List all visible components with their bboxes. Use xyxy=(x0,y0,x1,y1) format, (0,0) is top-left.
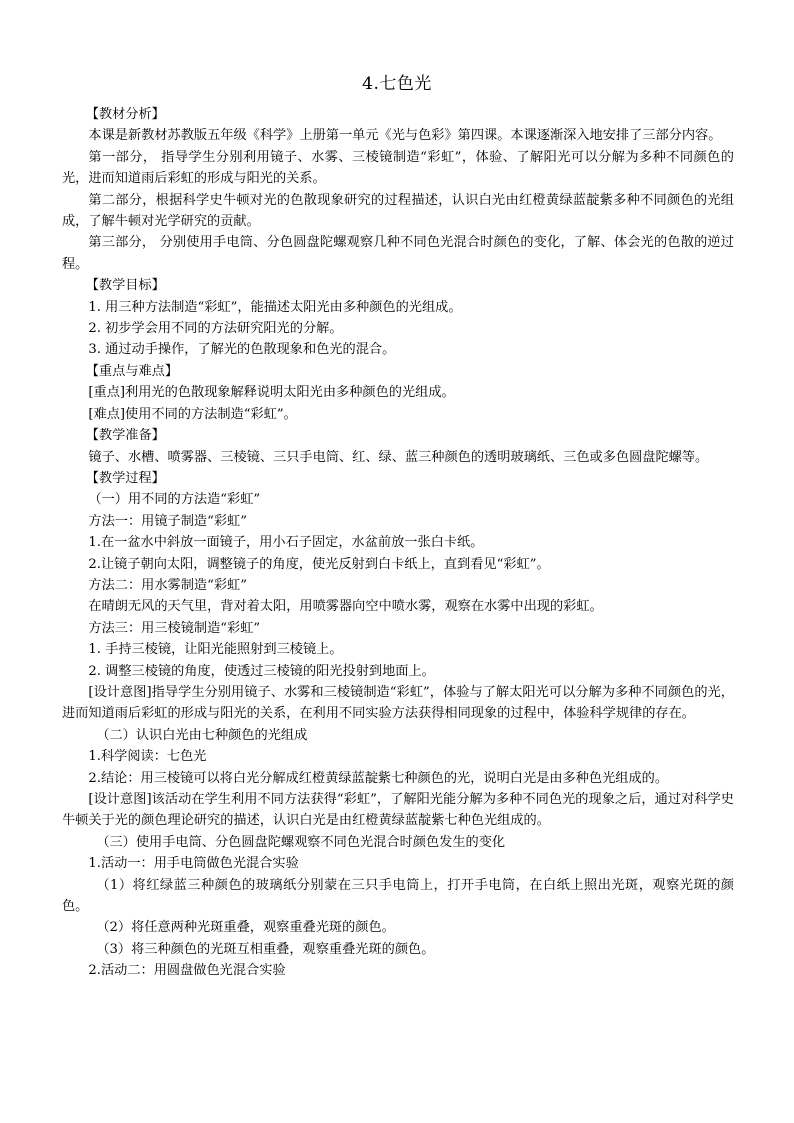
document-body xyxy=(62,104,734,982)
method1-step1: 1.在一盆水中斜放一面镜子，用小石子固定，水盆前放一张白卡纸。 xyxy=(88,535,484,551)
part1-paragraph: 第一部分， 指导学生分别利用镜子、水雾、三棱镜制造“彩虹”，体验、了解阳光可以分解为多种不同颜色的光，进而知道雨后彩虹的形成与阳光的关系。 xyxy=(62,149,734,187)
key-heading: 【重点与难点】 xyxy=(85,363,179,379)
analysis-intro: 本课是新教材苏教版五年级《科学》上册第一单元《光与色彩》第四课。本课逐渐深入地安排了三部分内容。 xyxy=(88,128,722,144)
goal-item-2: 2. 初步学会用不同的方法研究阳光的分解。 xyxy=(88,321,343,337)
design-intent-2: [设计意图]该活动在学生利用不同方法获得“彩虹”，了解阳光能分解为多种不同色光的现象之后，通过对科学史牛顿关于光的颜色理论研究的描述，认识白光是由红橙黄绿蓝靛紫七种色光组成的。 xyxy=(62,792,734,829)
goal-item-3: 3. 通过动手操作，了解光的色散现象和色光的混合。 xyxy=(88,342,396,358)
part3-paragraph: 第三部分， 分别使用手电筒、分色圆盘陀螺观察几种不同色光混合时颜色的变化，了解、体会光的色散的逆过程。 xyxy=(62,235,734,272)
activity2-heading: 2.活动二：用圆盘做色光混合实验 xyxy=(88,963,286,979)
prep-text: 镜子、水槽、喷雾器、三棱镜、三只手电筒、红、绿、蓝三种颜色的透明玻璃纸、三色或多色圆盘陀螺等。 xyxy=(88,449,709,465)
difficulty-point: [难点]使用不同的方法制造“彩虹”。 xyxy=(88,406,297,422)
activity1-step2: （2）将任意两种光斑重叠，观察重叠光斑的颜色。 xyxy=(96,920,395,936)
step1-heading: （一）用不同的方法造“彩虹” xyxy=(88,492,261,508)
method3-heading: 方法三：用三棱镜制造“彩虹” xyxy=(88,620,261,636)
step2-heading: （二）认识白光由七种颜色的光组成 xyxy=(96,727,308,743)
step2-item-1: 1.科学阅读：七色光 xyxy=(88,749,207,765)
step2-item-2: 2.结论：用三棱镜可以将白光分解成红橙黄绿蓝靛紫七种颜色的光，说明白光是由多种色光组成的。 xyxy=(88,770,669,786)
process-heading: 【教学过程】 xyxy=(85,470,165,486)
activity1-step1: （1）将红绿蓝三种颜色的玻璃纸分别蒙在三只手电筒上，打开手电筒，在白纸上照出光斑，观察光斑的颜色。 xyxy=(62,877,734,915)
key-point: [重点]利用光的色散现象解释说明太阳光由多种颜色的光组成。 xyxy=(88,385,455,401)
part2-paragraph: 第二部分，根据科学史牛顿对光的色散现象研究的过程描述，认识白光由红橙黄绿蓝靛紫多种不同颜色的光组成，了解牛顿对光学研究的贡献。 xyxy=(62,192,734,230)
prep-heading: 【教学准备】 xyxy=(85,428,165,444)
goal-item-1: 1. 用三种方法制造“彩虹”，能描述太阳光由多种颜色的光组成。 xyxy=(88,299,462,315)
method3-step1: 1. 手持三棱镜，让阳光能照射到三棱镜上。 xyxy=(88,642,343,658)
goals-heading: 【教学目标】 xyxy=(85,278,165,294)
method3-step2: 2. 调整三棱镜的角度，使透过三棱镜的阳光投射到地面上。 xyxy=(88,663,435,679)
method2-heading: 方法二：用水雾制造“彩虹” xyxy=(88,577,247,593)
analysis-heading: 【教材分析】 xyxy=(85,107,165,122)
step3-heading: （三）使用手电筒、分色圆盘陀螺观察不同色光混合时颜色发生的变化 xyxy=(96,834,506,850)
method1-heading: 方法一：用镜子制造“彩虹” xyxy=(88,513,247,529)
activity1-step3: （3）将三种颜色的光斑互相重叠，观察重叠光斑的颜色。 xyxy=(96,941,435,957)
page-title: 4.七色光 xyxy=(362,74,432,94)
method2-text: 在晴朗无风的天气里，背对着太阳，用喷雾器向空中喷水雾，观察在水雾中出现的彩虹。 xyxy=(88,599,603,615)
design-intent-1: [设计意图]指导学生分别用镜子、水雾和三棱镜制造“彩虹”，体验与了解太阳光可以分解为多种不同颜色的光，进而知道雨后彩虹的形成与阳光的关系，在利用不同实验方法获得相同现象的过程中，体验科学规律的存在。 xyxy=(62,684,734,722)
activity1-heading: 1.活动一：用手电筒做色光混合实验 xyxy=(88,856,299,872)
method1-step2: 2.让镜子朝向太阳，调整镜子的角度，使光反射到白卡纸上，直到看见“彩虹”。 xyxy=(88,556,550,572)
